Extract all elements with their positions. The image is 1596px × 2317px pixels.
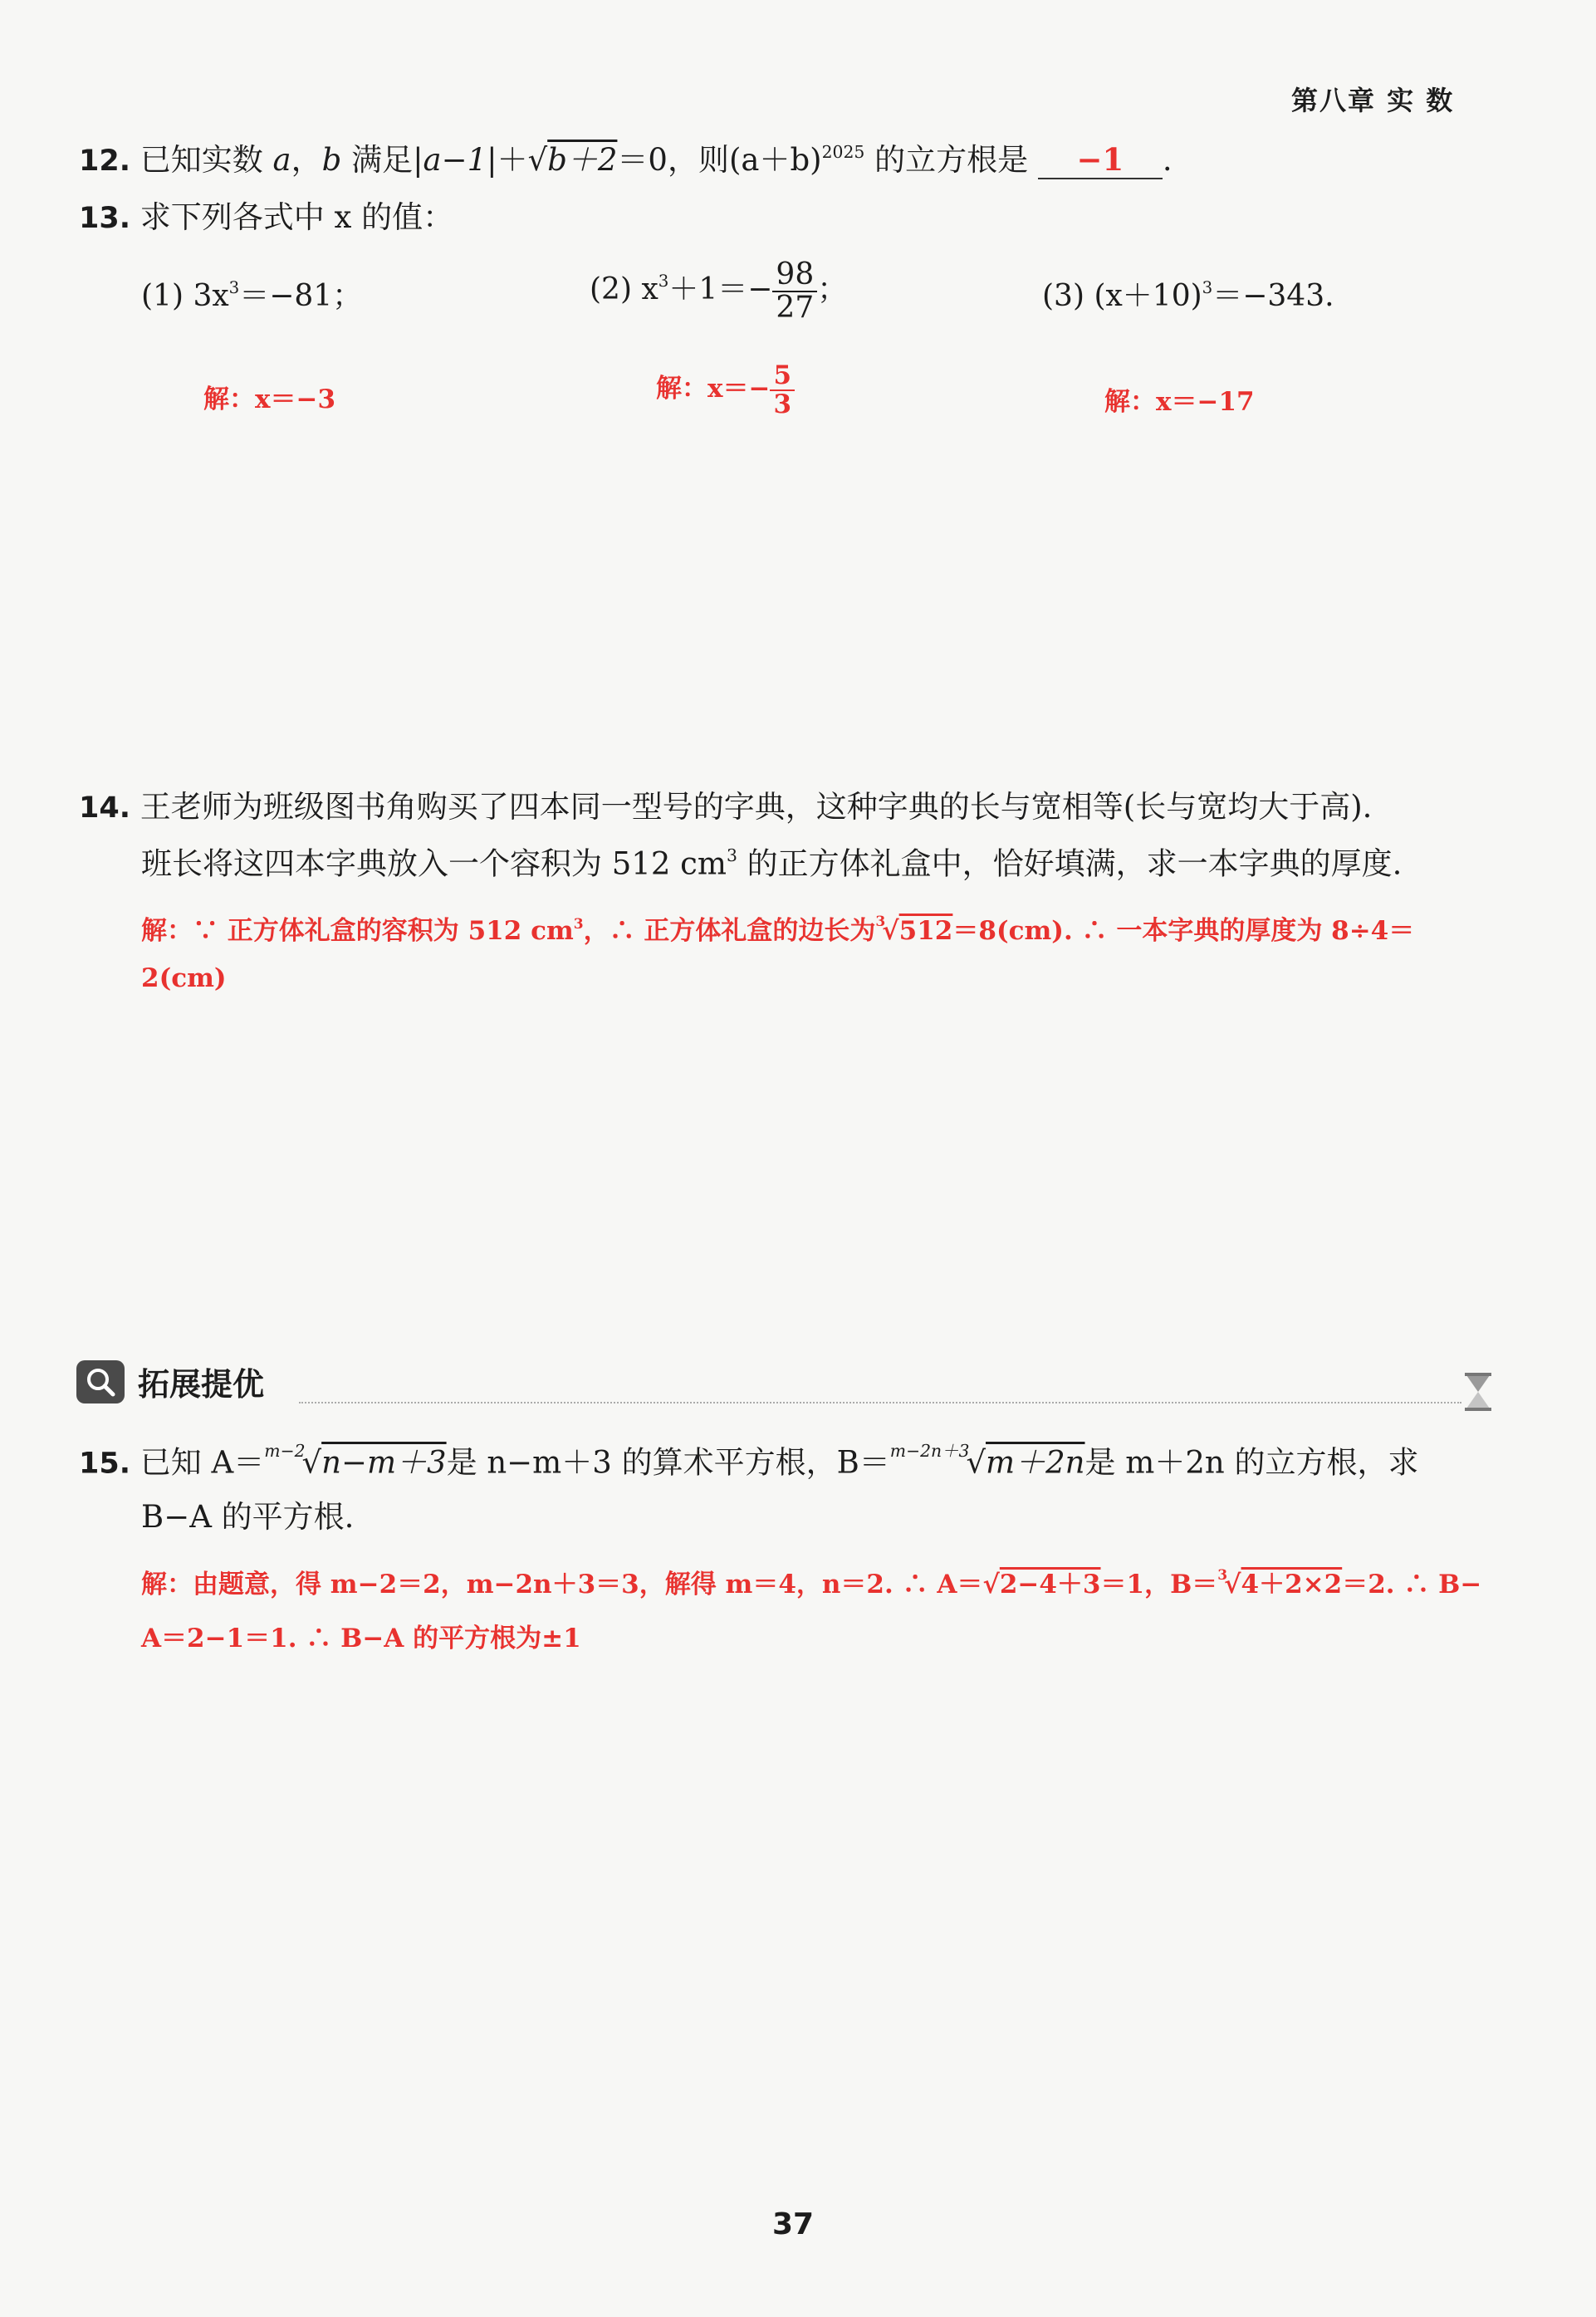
root-index: 3 — [1217, 1566, 1228, 1584]
exponent: 2025 — [821, 141, 865, 162]
q12-text: 已知实数 — [140, 142, 263, 178]
var-b: b — [321, 142, 342, 178]
magnifier-icon — [76, 1360, 125, 1403]
comma: ， — [291, 142, 322, 178]
plus-sign: ＋ — [497, 142, 528, 178]
answer-numerator: 5 — [770, 362, 795, 391]
q15-line-2: B−A 的平方根. — [141, 1499, 355, 1535]
question-13 — [79, 199, 453, 236]
question-number: 14. — [79, 791, 131, 825]
part-3-label: (3) (x＋10) — [1042, 279, 1202, 313]
q13-answer-2 — [656, 362, 795, 418]
q14-line-1: 王老师为班级图书角购买了四本同一型号的字典，这种字典的长与宽相等(长与宽均大于高). — [140, 789, 1373, 825]
q15-answer-line-2: A＝2−1＝1. ∴ B−A 的平方根为±1 — [141, 1624, 581, 1653]
root-index: 3 — [875, 913, 886, 930]
exponent: 3 — [658, 271, 669, 291]
question-15 — [79, 1441, 1418, 1482]
cube-root-icon: √ — [966, 1444, 986, 1481]
question-number: 12. — [79, 145, 131, 178]
q13-part-1 — [141, 278, 362, 314]
chapter-header: 第八章 实 数 — [1291, 85, 1455, 116]
answer-part-a: 解：由题意，得 m−2＝2，m−2n＋3＝3，解得 m＝4，n＝2. ∴ A＝ — [141, 1570, 983, 1599]
answer-part-b: ，∴ 正方体礼盒的边长为 — [583, 916, 876, 946]
radicand: b＋2 — [547, 142, 618, 178]
q15-text-1: 已知 A＝ — [140, 1444, 265, 1481]
hourglass-icon — [1463, 1372, 1493, 1415]
sqrt-icon: √ — [527, 142, 548, 178]
root-index-a: m−2 — [264, 1441, 306, 1461]
q12-text-3: 的立方根是 — [874, 142, 1029, 178]
exponent: 3 — [573, 916, 584, 933]
answer-fraction — [770, 362, 795, 418]
part-1-label: (1) 3x — [141, 279, 229, 313]
section-divider — [299, 1402, 1461, 1403]
radicand-b: 4＋2×2 — [1241, 1570, 1343, 1599]
answer-blank: −1 — [1038, 141, 1163, 179]
answer-denominator: 3 — [773, 389, 792, 419]
sqrt-icon: √ — [982, 1570, 1000, 1599]
part-2-label: (2) x — [590, 272, 658, 306]
cube-root-icon: √ — [882, 916, 899, 946]
part-2-mid: ＋1＝− — [668, 272, 773, 306]
fraction-denominator: 27 — [776, 290, 815, 325]
q14-line-2 — [141, 845, 1402, 883]
question-number: 15. — [79, 1447, 131, 1481]
q13-answer-3: 解：x＝−17 — [1104, 387, 1255, 417]
part-3-rest: ＝−343. — [1212, 279, 1334, 313]
var-a: a — [272, 142, 291, 178]
q14-answer-line-2: 2(cm) — [141, 963, 227, 993]
section-title: 拓展提优 — [138, 1366, 265, 1403]
q13-answer-1: 解：x＝−3 — [203, 385, 336, 414]
section-header — [76, 1359, 264, 1404]
answer-part-c: ＝8(cm). ∴ 一本字典的厚度为 8÷4＝ — [952, 916, 1415, 946]
q14-line-2b: 的正方体礼盒中，恰好填满，求一本字典的厚度. — [737, 845, 1403, 882]
answer-part-a: 解：∵ 正方体礼盒的容积为 512 cm — [141, 916, 574, 946]
q13-text: 求下列各式中 x 的值： — [140, 199, 454, 235]
radicand-a: n−m＋3 — [321, 1444, 447, 1481]
question-number: 13. — [79, 202, 131, 235]
exponent: 3 — [726, 845, 737, 865]
q14-answer-line-1 — [141, 909, 1414, 947]
root-index-b: m−2n＋3 — [889, 1441, 970, 1461]
abs-expression: |a−1| — [413, 142, 497, 178]
q12-text-2: 满足 — [351, 142, 414, 178]
page-number: 37 — [772, 2207, 815, 2241]
equation-tail: ＝0，则(a＋b) — [617, 142, 822, 178]
part-1-rest: ＝−81； — [239, 279, 363, 313]
q15-answer-line-1 — [141, 1563, 1481, 1600]
q15-text-3: 是 m＋2n 的立方根，求 — [1084, 1444, 1419, 1481]
exponent: 3 — [1202, 278, 1213, 298]
sqrt-icon: √ — [301, 1444, 322, 1481]
answer-part-b: ＝1，B＝ — [1100, 1570, 1218, 1599]
question-14 — [79, 789, 1372, 825]
q15-text-2: 是 n−m＋3 的算术平方根，B＝ — [446, 1444, 890, 1481]
radicand: 512 — [898, 916, 953, 946]
radicand-b: m＋2n — [986, 1444, 1085, 1481]
radicand-a: 2−4＋3 — [999, 1570, 1101, 1599]
exponent: 3 — [228, 278, 240, 298]
q14-line-2a: 班长将这四本字典放入一个容积为 512 cm — [141, 845, 727, 882]
cube-root-icon: √ — [1224, 1570, 1241, 1599]
period: . — [1162, 142, 1173, 178]
question-12 — [79, 141, 1173, 179]
fraction — [772, 259, 817, 324]
answer-prefix: 解：x＝− — [656, 374, 771, 404]
answer-part-c: ＝2. ∴ B− — [1342, 1570, 1482, 1599]
q13-part-3 — [1042, 278, 1334, 314]
part-2-end: ； — [817, 272, 848, 306]
q13-part-2 — [590, 259, 847, 324]
fraction-numerator: 98 — [772, 259, 817, 292]
